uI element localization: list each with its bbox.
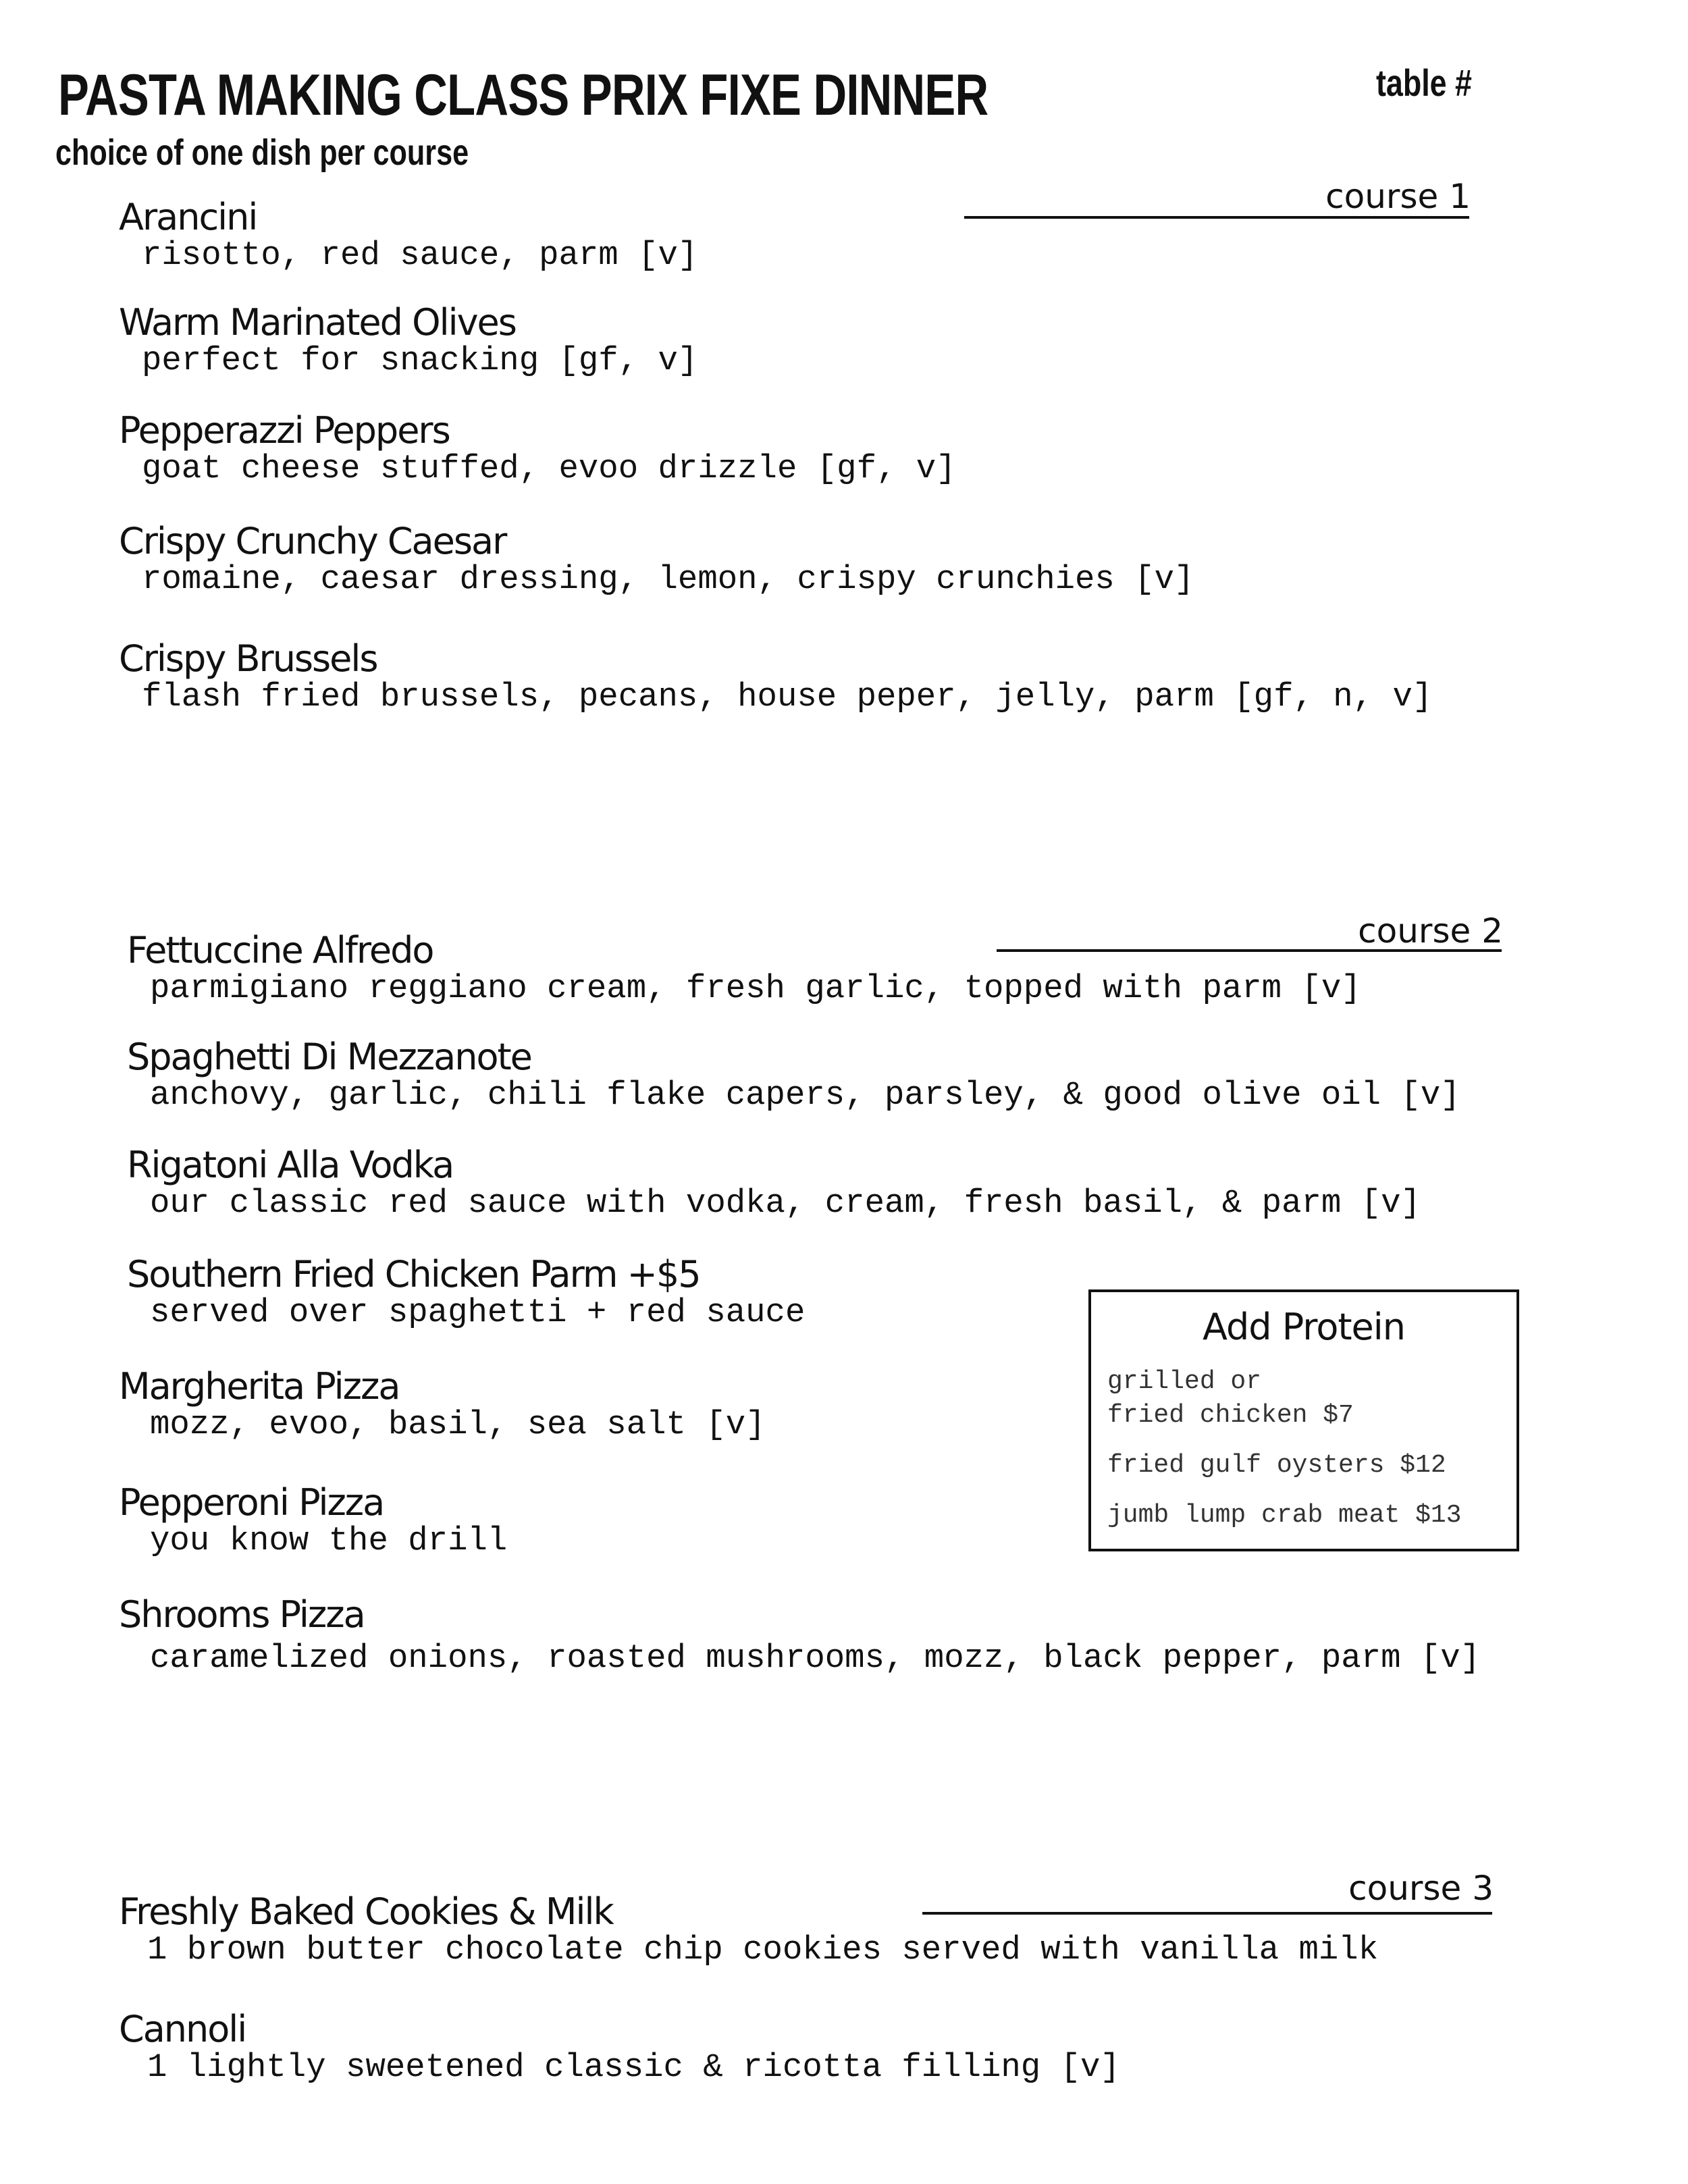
item-description: goat cheese stuffed, evoo drizzle [gf, v] bbox=[142, 450, 956, 487]
menu-item bbox=[119, 1892, 1378, 1967]
item-name: Rigatoni Alla Vodka bbox=[127, 1144, 454, 1186]
menu-title: PASTA MAKING CLASS PRIX FIXE DINNER bbox=[58, 63, 988, 128]
item-name: Pepperoni Pizza bbox=[119, 1481, 384, 1524]
item-description: you know the drill bbox=[150, 1522, 508, 1560]
menu-item bbox=[119, 1595, 1480, 1676]
item-name: Cannoli bbox=[119, 2008, 246, 2050]
item-name: Arancini bbox=[119, 196, 257, 238]
course-1-divider bbox=[964, 216, 1469, 219]
item-description: perfect for snacking [gf, v] bbox=[142, 342, 698, 379]
protein-option-chicken: grilled or fried chicken $7 bbox=[1107, 1367, 1354, 1430]
item-description: flash fried brussels, pecans, house peper, jelly, parm [gf, n, v] bbox=[142, 678, 1433, 716]
item-name: Southern Fried Chicken Parm +$5 bbox=[127, 1253, 700, 1296]
item-description: 1 brown butter chocolate chip cookies served with vanilla milk bbox=[147, 1931, 1379, 1969]
item-name: Margherita Pizza bbox=[119, 1365, 400, 1408]
item-name: Fettuccine Alfredo bbox=[127, 929, 433, 971]
menu-item bbox=[127, 1145, 1421, 1221]
item-name: Pepperazzi Peppers bbox=[119, 409, 450, 452]
menu-item bbox=[119, 1366, 766, 1442]
course-1-label: course 1 bbox=[1325, 177, 1471, 216]
item-description: caramelized onions, roasted mushrooms, mozz, black pepper, parm [v] bbox=[150, 1639, 1481, 1677]
item-name: Crispy Brussels bbox=[119, 637, 377, 680]
menu-item bbox=[119, 1483, 507, 1558]
menu-item bbox=[127, 930, 1361, 1006]
menu-item bbox=[119, 639, 1432, 714]
item-name: Spaghetti Di Mezzanote bbox=[127, 1036, 531, 1078]
protein-option-oysters: fried gulf oysters $12 bbox=[1107, 1451, 1446, 1480]
menu-item bbox=[119, 521, 1194, 597]
table-number-label: table # bbox=[1376, 61, 1472, 104]
menu-item bbox=[119, 197, 697, 273]
item-name: Warm Marinated Olives bbox=[119, 301, 516, 344]
item-description: parmigiano reggiano cream, fresh garlic, topped with parm [v] bbox=[150, 969, 1361, 1007]
item-description: our classic red sauce with vodka, cream, fresh basil, & parm [v] bbox=[150, 1184, 1421, 1222]
menu-item bbox=[119, 302, 697, 378]
menu-subtitle: choice of one dish per course bbox=[55, 132, 469, 173]
add-protein-box bbox=[1088, 1289, 1519, 1551]
menu-item bbox=[119, 2009, 1120, 2085]
item-name: Shrooms Pizza bbox=[119, 1593, 365, 1636]
item-description: served over spaghetti + red sauce bbox=[150, 1294, 806, 1331]
course-2-label: course 2 bbox=[1358, 911, 1503, 951]
item-description: anchovy, garlic, chili flake capers, parsley, & good olive oil [v] bbox=[150, 1076, 1460, 1114]
item-description: 1 lightly sweetened classic & ricotta filling [v] bbox=[147, 2048, 1120, 2086]
protein-option-crab: jumb lump crab meat $13 bbox=[1107, 1501, 1462, 1530]
course-3-label: course 3 bbox=[1348, 1869, 1494, 1908]
item-name: Freshly Baked Cookies & Milk bbox=[119, 1890, 613, 1933]
menu-item bbox=[127, 1254, 805, 1330]
add-protein-title: Add Protein bbox=[1202, 1306, 1405, 1348]
menu-item bbox=[119, 410, 956, 486]
item-description: risotto, red sauce, parm [v] bbox=[142, 236, 698, 274]
item-name: Crispy Crunchy Caesar bbox=[119, 520, 506, 562]
item-description: romaine, caesar dressing, lemon, crispy crunchies [v] bbox=[142, 560, 1194, 598]
menu-item bbox=[127, 1037, 1460, 1113]
item-description: mozz, evoo, basil, sea salt [v] bbox=[150, 1406, 766, 1443]
